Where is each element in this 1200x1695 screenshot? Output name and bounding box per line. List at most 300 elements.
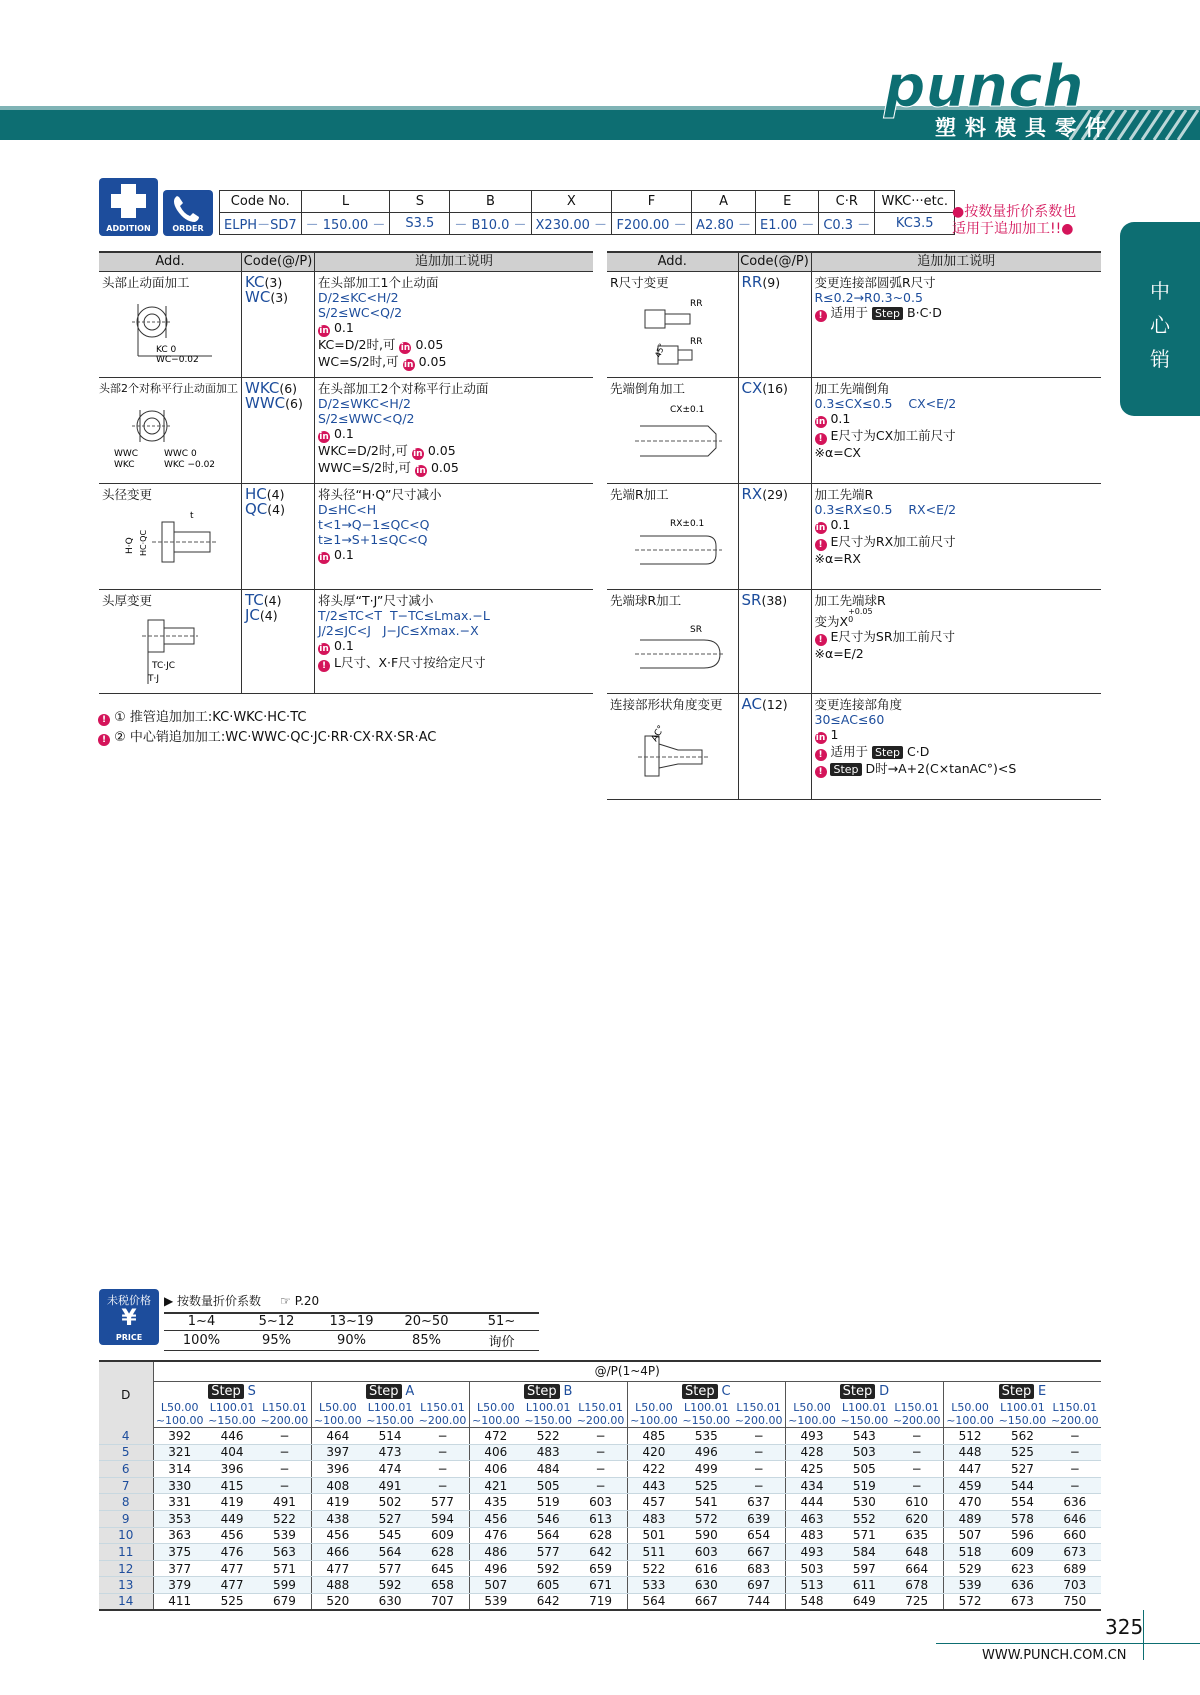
price-cell: 503	[838, 1444, 890, 1461]
price-cell: 703	[1049, 1577, 1101, 1594]
table-row	[607, 589, 1101, 693]
price-cell: 533	[627, 1577, 680, 1594]
price-cell: 435	[469, 1494, 522, 1511]
code-header: X	[531, 191, 612, 213]
price-cell: 548	[785, 1593, 838, 1610]
price-cell: 511	[627, 1544, 680, 1561]
price-cell: 592	[364, 1577, 416, 1594]
price-cell: 448	[943, 1444, 996, 1461]
price-cell: 520	[311, 1593, 364, 1610]
warning-icon: !	[98, 714, 110, 726]
price-cell: 610	[891, 1494, 944, 1511]
code-rx: RX(29)	[741, 484, 788, 503]
angle-fig-label: 45°	[653, 341, 667, 359]
length-range-header: L100.01 ~150.00	[364, 1401, 416, 1428]
price-cell: −	[574, 1444, 627, 1461]
price-cell: 525	[206, 1593, 258, 1610]
price-cell: 544	[996, 1477, 1048, 1494]
price-cell: 477	[206, 1560, 258, 1577]
price-cell: 456	[206, 1527, 258, 1544]
price-cell: −	[574, 1428, 627, 1445]
price-cell: 491	[364, 1477, 416, 1494]
price-cell: −	[258, 1428, 311, 1445]
price-cell: 363	[153, 1527, 206, 1544]
price-cell: 330	[153, 1477, 206, 1494]
price-cell: 545	[364, 1527, 416, 1544]
code-value: X230.00 －	[531, 213, 612, 235]
desc-line: 变更连接部角度	[814, 696, 903, 712]
price-cell: 648	[891, 1544, 944, 1561]
side-tab-char: 心	[1150, 313, 1170, 337]
price-cell: 539	[469, 1593, 522, 1610]
process-name: 头部止动面加工	[102, 274, 190, 290]
in-icon: in	[400, 342, 411, 353]
d-value: 8	[99, 1494, 153, 1511]
price-cell: 725	[891, 1593, 944, 1610]
desc-line: in 0.1	[815, 410, 851, 427]
desc-line: ※α=RX	[814, 550, 861, 566]
price-cell: 331	[153, 1494, 206, 1511]
qty-cell: 13~19	[314, 1313, 389, 1330]
step-badge: Step	[872, 746, 903, 759]
d-value: 6	[99, 1461, 153, 1478]
price-cell: −	[416, 1461, 469, 1478]
price-cell: 449	[206, 1510, 258, 1527]
code-header: S	[390, 191, 450, 213]
code-header: C·R	[819, 191, 875, 213]
price-cell: 609	[416, 1527, 469, 1544]
price-cell: 750	[1049, 1593, 1101, 1610]
col-header-desc: 追加加工说明	[315, 252, 594, 271]
price-cell: −	[1049, 1428, 1101, 1445]
price-cell: 512	[943, 1428, 996, 1445]
desc-line: in 1	[815, 726, 839, 743]
qty-cell: 1~4	[164, 1313, 239, 1330]
price-cell: 474	[364, 1461, 416, 1478]
price-cell: 503	[785, 1560, 838, 1577]
addition-label: ADDITION	[106, 224, 151, 233]
warning-icon: !	[815, 749, 827, 761]
length-range-header: L100.01 ~150.00	[996, 1401, 1048, 1428]
desc-line: T/2≤TC<T T−TC≤Lmax.−L	[318, 607, 490, 623]
website-link[interactable]: WWW.PUNCH.COM.CN	[982, 1648, 1127, 1663]
code-value: － 150.00 －	[301, 213, 390, 235]
price-cell: 546	[522, 1510, 574, 1527]
price-cell: 507	[943, 1527, 996, 1544]
price-cell: 630	[364, 1593, 416, 1610]
price-cell: 406	[469, 1444, 522, 1461]
desc-line: 在头部加工2个对称平行止动面	[318, 380, 489, 396]
rate-cell: 90%	[314, 1330, 389, 1350]
price-cell: 428	[785, 1444, 838, 1461]
price-cell: 543	[838, 1428, 890, 1445]
length-range-header: L150.01 ~200.00	[732, 1401, 785, 1428]
table-row	[99, 1560, 1101, 1577]
hcqc-fig-label: HC·QC	[139, 529, 148, 556]
price-cell: 577	[364, 1560, 416, 1577]
price-cell: 459	[943, 1477, 996, 1494]
desc-line: D/2≤WKC<H/2	[318, 395, 411, 411]
price-cell: 628	[416, 1544, 469, 1561]
col-header-code: Code(@/P)	[738, 252, 811, 271]
process-name: 头径变更	[102, 486, 153, 502]
desc-line: t<1→Q−1≤QC<Q	[318, 516, 430, 532]
price-cell: 375	[153, 1544, 206, 1561]
tol-lower: 0	[848, 614, 854, 624]
code-value: ELPH－SD7	[220, 213, 302, 235]
length-range-header: L50.00 ~100.00	[469, 1401, 522, 1428]
in-icon: in	[403, 359, 414, 370]
price-cell: 628	[574, 1527, 627, 1544]
price-cell: 630	[680, 1577, 732, 1594]
desc-line: 0.3≤RX≤0.5 RX<E/2	[814, 501, 957, 517]
price-cell: 664	[891, 1560, 944, 1577]
price-cell: 505	[838, 1461, 890, 1478]
additional-processing-table-right	[607, 251, 1101, 800]
price-cell: −	[891, 1428, 944, 1445]
price-cell: 397	[311, 1444, 364, 1461]
code-header: A	[692, 191, 756, 213]
desc-line: 加工先端R	[814, 486, 874, 502]
price-cell: −	[258, 1477, 311, 1494]
price-cell: 447	[943, 1461, 996, 1478]
wkc-tol-label: WKC −0.02	[164, 459, 216, 470]
price-cell: 605	[522, 1577, 574, 1594]
step-badge: Step	[999, 1384, 1035, 1399]
warning-icon: !	[815, 433, 827, 445]
price-cell: −	[574, 1477, 627, 1494]
price-cell: 438	[311, 1510, 364, 1527]
price-cell: 667	[680, 1593, 732, 1610]
table-row	[99, 1494, 1101, 1511]
desc-line: WKC=D/2时,可 in 0.05	[318, 442, 456, 459]
price-cell: 620	[891, 1510, 944, 1527]
d-value: 11	[99, 1544, 153, 1561]
price-cell: −	[732, 1428, 785, 1445]
price-cell: −	[574, 1461, 627, 1478]
side-tab-char: 中	[1150, 279, 1170, 303]
price-cell: 597	[838, 1560, 890, 1577]
order-phone-icon	[163, 190, 213, 236]
length-range-header: L50.00 ~100.00	[627, 1401, 680, 1428]
desc-line: ! E尺寸为RX加工前尺寸	[815, 534, 1099, 551]
in-icon: in	[815, 522, 826, 533]
price-cell: 689	[1049, 1560, 1101, 1577]
price-cell: 578	[996, 1510, 1048, 1527]
price-cell: 563	[258, 1544, 311, 1561]
price-cell: 658	[416, 1577, 469, 1594]
d-value: 10	[99, 1527, 153, 1544]
price-cell: 635	[891, 1527, 944, 1544]
desc-line: ! L尺寸、X·F尺寸按给定尺寸	[318, 655, 590, 672]
price-cell: 671	[574, 1577, 627, 1594]
price-cell: 611	[838, 1577, 890, 1594]
wwc-fig-label: WWC	[114, 448, 139, 459]
desc-line: 30≤AC≤60	[814, 711, 885, 727]
price-cell: 496	[680, 1444, 732, 1461]
wwc-tol-label: WWC 0	[164, 448, 197, 459]
order-label: ORDER	[172, 224, 204, 233]
rate-cell: 100%	[164, 1330, 239, 1350]
price-cell: 596	[996, 1527, 1048, 1544]
step-header-c: Step C	[627, 1381, 785, 1401]
table-row	[99, 1477, 1101, 1494]
code-header: Code No.	[220, 191, 302, 213]
warning-icon: !	[318, 660, 330, 672]
price-cell: 522	[627, 1560, 680, 1577]
col-header-add: Add.	[607, 252, 738, 271]
tj-fig-label: T·J	[148, 673, 160, 684]
price-cell: 483	[627, 1510, 680, 1527]
price-cell: 466	[311, 1544, 364, 1561]
step-badge: Step	[830, 763, 861, 776]
d-value: 12	[99, 1560, 153, 1577]
qty-cell: 51~	[464, 1313, 539, 1330]
price-cell: 491	[258, 1494, 311, 1511]
price-cell: 590	[680, 1527, 732, 1544]
desc-line: R≤0.2→R0.3~0.5	[814, 289, 923, 305]
code-hc: HC(4)	[245, 484, 285, 503]
price-cell: 392	[153, 1428, 206, 1445]
price-cell: 564	[364, 1544, 416, 1561]
price-cell: 419	[311, 1494, 364, 1511]
code-value: A2.80 －	[692, 213, 756, 235]
wc-fig-label: WC−0.02	[156, 354, 199, 365]
price-cell: 472	[469, 1428, 522, 1445]
step-header-b: Step B	[469, 1381, 627, 1401]
price-cell: −	[416, 1477, 469, 1494]
length-range-header: L50.00 ~100.00	[785, 1401, 838, 1428]
table-row	[99, 1428, 1101, 1445]
price-icon	[99, 1289, 159, 1345]
desc-line: 将头厚“T·J”尺寸减小	[318, 592, 434, 608]
price-cell: −	[258, 1461, 311, 1478]
step-header-e: Step E	[943, 1381, 1101, 1401]
price-cell: 639	[732, 1510, 785, 1527]
price-cell: 463	[785, 1510, 838, 1527]
d-value: 13	[99, 1577, 153, 1594]
price-cell: 507	[469, 1577, 522, 1594]
length-range-header: L150.01 ~200.00	[574, 1401, 627, 1428]
length-range-header: L100.01 ~150.00	[680, 1401, 732, 1428]
hq-fig-label: H·Q	[125, 536, 135, 554]
price-cell: 530	[838, 1494, 890, 1511]
price-cell: 499	[680, 1461, 732, 1478]
price-cell: 649	[838, 1593, 890, 1610]
quantity-discount-table	[164, 1312, 539, 1351]
page-ref-link[interactable]: ☞ P.20	[280, 1294, 320, 1308]
price-cell: 527	[996, 1461, 1048, 1478]
price-cell: 488	[311, 1577, 364, 1594]
desc-line: t≥1→S+1≤QC<Q	[318, 531, 428, 547]
price-cell: −	[732, 1477, 785, 1494]
price-cell: −	[891, 1477, 944, 1494]
price-cell: 535	[680, 1428, 732, 1445]
price-cell: 584	[838, 1544, 890, 1561]
desc-line: ※α=E/2	[814, 645, 864, 661]
yen-icon: ¥	[121, 1306, 137, 1331]
desc-line: S/2≤WC<Q/2	[318, 304, 403, 320]
price-cell: −	[891, 1444, 944, 1461]
code-qc: QC(4)	[245, 499, 285, 518]
code-wc: WC(3)	[245, 287, 289, 306]
ac-diagram	[610, 716, 730, 788]
hc-diagram	[102, 506, 222, 578]
price-cell: 572	[680, 1510, 732, 1527]
desc-line: WWC=S/2时,可 in 0.05	[318, 459, 459, 476]
price-cell: 408	[311, 1477, 364, 1494]
price-cell: 483	[522, 1444, 574, 1461]
price-cell: 541	[680, 1494, 732, 1511]
length-range-header: L150.01 ~200.00	[891, 1401, 944, 1428]
warning-icon: !	[98, 734, 110, 746]
desc-line: in 0.1	[815, 516, 851, 533]
table-row	[607, 377, 1101, 483]
page-number: 325	[1105, 1615, 1144, 1639]
price-cell: 592	[522, 1560, 574, 1577]
price-cell: 599	[258, 1577, 311, 1594]
brand-logo	[880, 48, 1120, 120]
price-cell: 678	[891, 1577, 944, 1594]
price-cell: 539	[258, 1527, 311, 1544]
price-cell: 552	[838, 1510, 890, 1527]
price-cell: 646	[1049, 1510, 1101, 1527]
code-header: B	[450, 191, 531, 213]
process-name: 先端球R加工	[610, 592, 682, 608]
price-cell: 396	[206, 1461, 258, 1478]
price-cell: −	[732, 1461, 785, 1478]
rate-cell: 85%	[389, 1330, 464, 1350]
desc-line: ! Step D时→A+2(C×tanAC°)<S	[815, 761, 1099, 778]
price-cell: 473	[364, 1444, 416, 1461]
price-cell: −	[1049, 1444, 1101, 1461]
length-range-header: L100.01 ~150.00	[522, 1401, 574, 1428]
price-cell: 679	[258, 1593, 311, 1610]
in-icon: in	[319, 431, 329, 442]
desc-line: 加工先端球R	[814, 592, 886, 608]
brand-subtitle: 塑料模具零件	[935, 116, 1115, 140]
rate-cell: 95%	[239, 1330, 314, 1350]
warning-icon: !	[815, 766, 827, 778]
price-cell: 422	[627, 1461, 680, 1478]
table-row	[99, 1461, 1101, 1478]
in-icon: in	[319, 552, 329, 563]
price-cell: 527	[364, 1510, 416, 1527]
price-cell: 419	[206, 1494, 258, 1511]
price-cell: 637	[732, 1494, 785, 1511]
price-cell: 476	[469, 1527, 522, 1544]
desc-line: S/2≤WWC<Q/2	[318, 410, 415, 426]
step-badge: Step	[840, 1384, 876, 1399]
price-cell: 654	[732, 1527, 785, 1544]
price-table	[99, 1360, 1101, 1611]
table-row	[607, 271, 1101, 377]
step-badge: Step	[366, 1384, 402, 1399]
desc-line: in 0.1	[319, 425, 354, 442]
price-cell: 477	[311, 1560, 364, 1577]
desc-line: 在头部加工1个止动面	[318, 274, 439, 290]
code-kc: KC(3)	[245, 272, 283, 291]
code-wwc: WWC(6)	[245, 393, 303, 412]
discount-note	[952, 204, 1076, 238]
price-cell: 434	[785, 1477, 838, 1494]
price-cell: 683	[732, 1560, 785, 1577]
price-cell: 470	[943, 1494, 996, 1511]
length-range-header: L50.00 ~100.00	[943, 1401, 996, 1428]
in-icon: in	[319, 325, 329, 336]
table-row	[99, 377, 593, 483]
price-cell: 660	[1049, 1527, 1101, 1544]
price-cell: 609	[996, 1544, 1048, 1561]
price-cell: 477	[206, 1577, 258, 1594]
length-range-header: L50.00 ~100.00	[153, 1401, 206, 1428]
price-cell: 513	[785, 1577, 838, 1594]
in-icon: in	[815, 732, 826, 743]
wkc-fig-label: WKC	[114, 459, 135, 470]
table-row	[99, 1444, 1101, 1461]
desc-line: 将头径“H·Q”尺寸减小	[318, 486, 442, 502]
rr-diagram	[610, 294, 730, 374]
price-cell: 353	[153, 1510, 206, 1527]
price-cell: 697	[732, 1577, 785, 1594]
rx-diagram	[610, 506, 730, 578]
desc-line: in 0.1	[319, 637, 354, 654]
price-cell: 603	[574, 1494, 627, 1511]
table-row	[99, 1577, 1101, 1594]
price-cell: 404	[206, 1444, 258, 1461]
price-cell: 484	[522, 1461, 574, 1478]
desc-line: ! 适用于 Step C·D	[815, 744, 1099, 761]
price-cell: 572	[943, 1593, 996, 1610]
price-cell: 519	[522, 1494, 574, 1511]
process-name: R尺寸变更	[610, 274, 669, 290]
code-ac: AC(12)	[741, 694, 788, 713]
process-name: 先端R加工	[610, 486, 669, 502]
price-cell: 420	[627, 1444, 680, 1461]
svg-text:punch: punch	[884, 52, 1084, 120]
side-category-tab[interactable]	[1120, 222, 1200, 416]
price-cell: 562	[996, 1428, 1048, 1445]
d-header: D	[99, 1361, 153, 1428]
code-jc: JC(4)	[245, 605, 278, 624]
price-cell: 457	[627, 1494, 680, 1511]
note-line: ! ① 推管追加加工:KC·WKC·HC·TC	[98, 708, 436, 728]
table-row	[99, 1510, 1101, 1527]
price-cell: 673	[1049, 1544, 1101, 1561]
price-cell: 496	[469, 1560, 522, 1577]
discount-note-line: ●按数量折价系数也	[952, 204, 1077, 220]
desc-line: in 0.1	[319, 546, 354, 563]
code-cx: CX(16)	[741, 378, 788, 397]
code-tc: TC(4)	[245, 590, 282, 609]
ac-fig-label: AC°	[649, 723, 667, 743]
price-cell: 476	[206, 1544, 258, 1561]
price-cell: 443	[627, 1477, 680, 1494]
step-badge: Step	[524, 1384, 560, 1399]
price-cell: 415	[206, 1477, 258, 1494]
desc-line: in 0.1	[319, 319, 354, 336]
price-cell: 564	[522, 1527, 574, 1544]
price-cell: 719	[574, 1593, 627, 1610]
code-value: C0.3 －	[819, 213, 875, 235]
qty-cell: 20~50	[389, 1313, 464, 1330]
desc-line: ※α=CX	[814, 444, 861, 460]
price-cell: 659	[574, 1560, 627, 1577]
sr-fig-label: SR	[690, 624, 702, 635]
price-label: PRICE	[115, 1333, 143, 1342]
process-name: 连接部形状角度变更	[610, 696, 723, 712]
code-value: － B10.0 －	[450, 213, 531, 235]
